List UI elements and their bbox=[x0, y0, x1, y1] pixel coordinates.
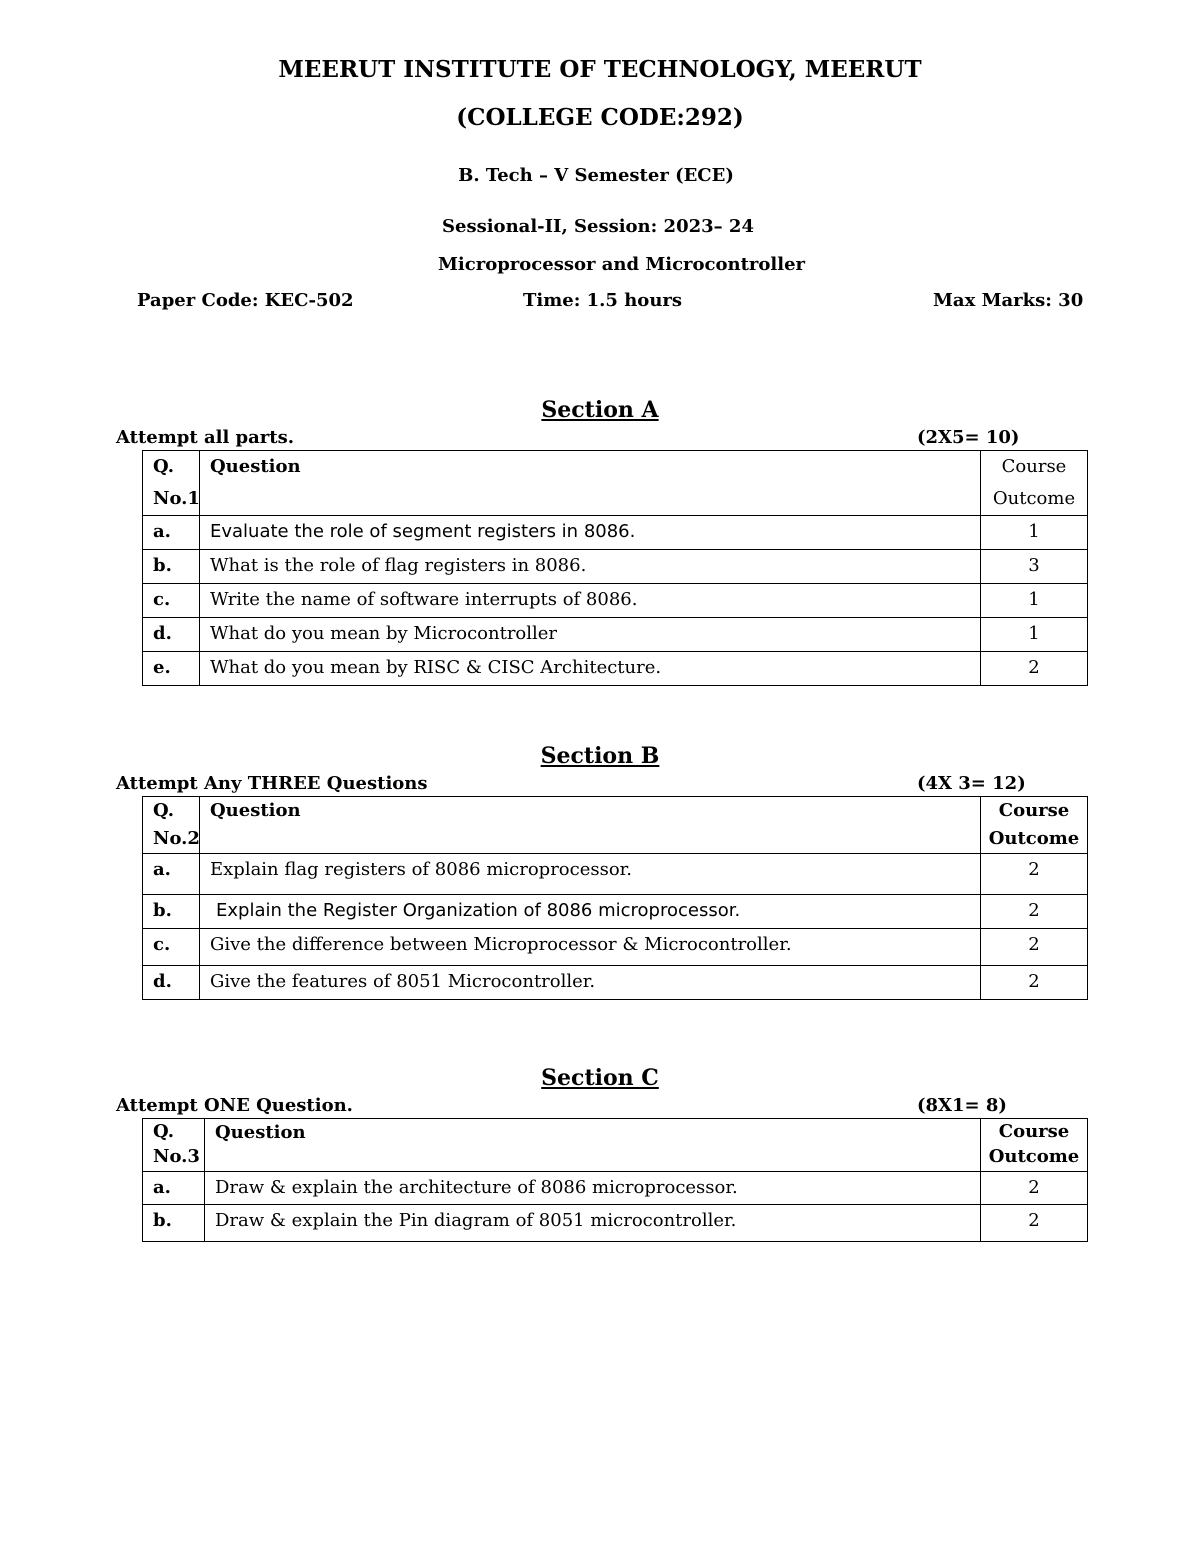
row-course-outcome: 1 bbox=[981, 618, 1088, 652]
table-row bbox=[143, 652, 1088, 686]
question-header: Question bbox=[200, 797, 981, 854]
course-outcome-header bbox=[981, 451, 1088, 516]
section-a-table bbox=[142, 450, 1088, 686]
qno-header bbox=[143, 797, 200, 854]
row-question: Explain flag registers of 8086 microprocessor. bbox=[200, 854, 981, 895]
row-label: c. bbox=[143, 929, 200, 966]
section-a-title: Section A bbox=[541, 397, 659, 423]
section-b-instruction: Attempt Any THREE Questions bbox=[116, 773, 428, 794]
question-header: Question bbox=[200, 451, 981, 516]
co-header-course: Course bbox=[1001, 456, 1067, 477]
co-header-course: Course bbox=[998, 800, 1070, 821]
row-course-outcome: 2 bbox=[981, 966, 1088, 1000]
table-row bbox=[143, 584, 1088, 618]
row-course-outcome: 2 bbox=[981, 854, 1088, 895]
section-b-table bbox=[142, 796, 1088, 1000]
row-question: Give the difference between Microprocessor & Microcontroller. bbox=[200, 929, 981, 966]
row-course-outcome: 2 bbox=[981, 1172, 1088, 1205]
subject-line: Microprocessor and Microcontroller bbox=[438, 254, 806, 275]
section-b-marks: (4X 3= 12) bbox=[917, 773, 1026, 794]
row-label: e. bbox=[143, 652, 200, 686]
table-row bbox=[143, 929, 1088, 966]
row-question: What do you mean by RISC & CISC Architecture. bbox=[200, 652, 981, 686]
row-course-outcome: 2 bbox=[981, 895, 1088, 929]
row-course-outcome: 2 bbox=[981, 929, 1088, 966]
table-row bbox=[143, 550, 1088, 584]
table-row bbox=[143, 895, 1088, 929]
section-c-marks: (8X1= 8) bbox=[917, 1095, 1007, 1116]
row-question: Evaluate the role of segment registers in 8086. bbox=[200, 516, 981, 550]
table-header-row bbox=[143, 1119, 1088, 1172]
section-b-title: Section B bbox=[540, 743, 660, 769]
row-course-outcome: 2 bbox=[981, 652, 1088, 686]
row-label: d. bbox=[143, 618, 200, 652]
row-label: b. bbox=[143, 895, 200, 929]
qno-header-q: Q. bbox=[153, 1121, 175, 1142]
row-question: Explain the Register Organization of 8086 microprocessor. bbox=[200, 895, 981, 929]
row-label: a. bbox=[143, 854, 200, 895]
question-header: Question bbox=[205, 1119, 981, 1172]
college-code: (COLLEGE CODE:292) bbox=[456, 104, 744, 131]
table-row bbox=[143, 618, 1088, 652]
qno-header bbox=[143, 451, 200, 516]
institute-name: MEERUT INSTITUTE OF TECHNOLOGY, MEERUT bbox=[278, 56, 922, 83]
semester-line: B. Tech – V Semester (ECE) bbox=[458, 165, 734, 186]
row-label: b. bbox=[143, 550, 200, 584]
row-course-outcome: 2 bbox=[981, 1205, 1088, 1242]
section-c-title: Section C bbox=[541, 1065, 659, 1091]
table-header-row bbox=[143, 451, 1088, 516]
table-row bbox=[143, 854, 1088, 895]
session-line: Sessional-II, Session: 2023– 24 bbox=[442, 216, 754, 237]
section-c-table bbox=[142, 1118, 1088, 1242]
row-label: c. bbox=[143, 584, 200, 618]
table-row bbox=[143, 516, 1088, 550]
row-question: What is the role of flag registers in 8086. bbox=[200, 550, 981, 584]
table-row bbox=[143, 1172, 1088, 1205]
row-question: What do you mean by Microcontroller bbox=[200, 618, 981, 652]
qno-header-no: No.2 bbox=[153, 828, 200, 849]
table-row bbox=[143, 966, 1088, 1000]
co-header-outcome: Outcome bbox=[988, 1146, 1080, 1167]
section-c-instruction: Attempt ONE Question. bbox=[116, 1095, 353, 1116]
exam-time: Time: 1.5 hours bbox=[523, 290, 683, 311]
row-label: d. bbox=[143, 966, 200, 1000]
row-label: b. bbox=[143, 1205, 205, 1242]
qno-header-no: No.3 bbox=[153, 1146, 200, 1167]
co-header-outcome: Outcome bbox=[992, 488, 1076, 509]
row-course-outcome: 1 bbox=[981, 584, 1088, 618]
row-course-outcome: 3 bbox=[981, 550, 1088, 584]
course-outcome-header bbox=[981, 797, 1088, 854]
row-question: Draw & explain the architecture of 8086 microprocessor. bbox=[205, 1172, 981, 1205]
qno-header bbox=[143, 1119, 205, 1172]
qno-header-no: No.1 bbox=[153, 488, 200, 509]
section-a-marks: (2X5= 10) bbox=[917, 427, 1020, 448]
row-question: Give the features of 8051 Microcontroller. bbox=[200, 966, 981, 1000]
qno-header-q: Q. bbox=[153, 800, 175, 821]
row-question: Draw & explain the Pin diagram of 8051 microcontroller. bbox=[205, 1205, 981, 1242]
max-marks: Max Marks: 30 bbox=[933, 290, 1084, 311]
table-header-row bbox=[143, 797, 1088, 854]
qno-header-q: Q. bbox=[153, 456, 175, 477]
co-header-outcome: Outcome bbox=[988, 828, 1080, 849]
row-label: a. bbox=[143, 516, 200, 550]
paper-code: Paper Code: KEC-502 bbox=[137, 290, 354, 311]
co-header-course: Course bbox=[998, 1121, 1070, 1142]
row-question: Write the name of software interrupts of 8086. bbox=[200, 584, 981, 618]
row-label: a. bbox=[143, 1172, 205, 1205]
row-course-outcome: 1 bbox=[981, 516, 1088, 550]
table-row bbox=[143, 1205, 1088, 1242]
section-a-instruction: Attempt all parts. bbox=[116, 427, 294, 448]
course-outcome-header bbox=[981, 1119, 1088, 1172]
